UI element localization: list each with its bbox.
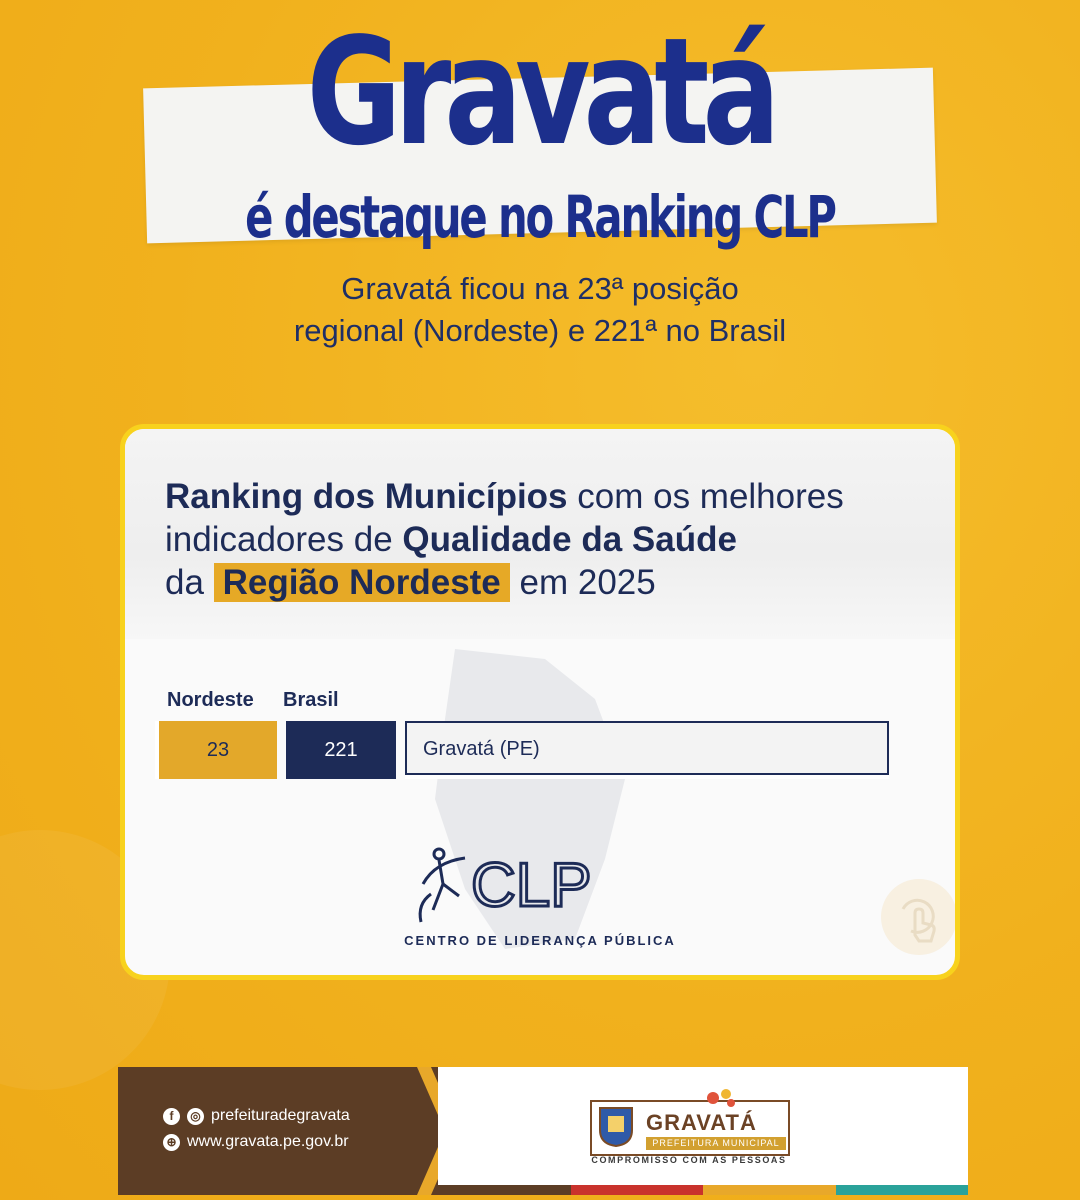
card-title xyxy=(165,475,945,604)
clp-logo xyxy=(415,844,685,924)
social-handle: prefeituradegravata xyxy=(211,1107,350,1124)
title-text-4: em 2025 xyxy=(509,563,656,602)
column-header-brasil: Brasil xyxy=(283,689,339,711)
rank-nordeste-cell: 23 xyxy=(155,721,277,779)
headline-description xyxy=(0,268,1080,352)
brand-tagline: COMPROMISSO COM AS PESSOAS xyxy=(591,1155,787,1165)
city-crest-icon xyxy=(596,1104,636,1148)
stripe-brown xyxy=(438,1185,571,1195)
footer-color-stripes xyxy=(438,1185,968,1195)
municipality-cell-underline xyxy=(405,773,889,779)
rank-brasil-cell: 221 xyxy=(286,721,396,779)
flower-icon xyxy=(704,1086,738,1112)
globe-icon: ⊕ xyxy=(163,1134,180,1151)
instagram-icon: ◎ xyxy=(187,1108,204,1125)
clp-figure-icon xyxy=(420,849,465,922)
clp-logo-text: CLP xyxy=(471,851,592,920)
clp-caption: CENTRO DE LIDERANÇA PÚBLICA xyxy=(404,933,676,948)
headline-subtitle: é destaque no Ranking CLP xyxy=(245,183,835,251)
headline-title: Gravatá xyxy=(306,6,774,178)
column-header-nordeste: Nordeste xyxy=(167,689,254,711)
stripe-red xyxy=(571,1185,704,1195)
website-row[interactable] xyxy=(163,1133,349,1151)
title-bold-2: Qualidade da Saúde xyxy=(402,520,737,559)
stripe-gold xyxy=(703,1185,836,1195)
brand-subtitle: PREFEITURA MUNICIPAL xyxy=(646,1137,786,1150)
title-text-3: da xyxy=(165,563,214,602)
website-url: www.gravata.pe.gov.br xyxy=(187,1133,349,1150)
title-text-1: com os melhores xyxy=(567,477,844,516)
facebook-icon: f xyxy=(163,1108,180,1125)
ranking-card xyxy=(120,424,960,980)
title-highlight: Região Nordeste xyxy=(214,563,510,602)
swipe-hand-icon[interactable] xyxy=(881,879,957,955)
description-line-1: Gravatá ficou na 23ª posição xyxy=(341,271,739,306)
ranking-row xyxy=(155,721,895,781)
title-bold-1: Ranking dos Municípios xyxy=(165,477,568,516)
stripe-teal xyxy=(836,1185,969,1195)
brand-name: GRAVATÁ xyxy=(646,1110,757,1135)
description-line-2: regional (Nordeste) e 221ª no Brasil xyxy=(293,313,787,348)
footer-social-panel xyxy=(118,1067,438,1195)
title-text-2: indicadores de xyxy=(165,520,403,559)
swipe-hand-glyph xyxy=(881,879,957,955)
social-handle-row[interactable] xyxy=(163,1107,350,1125)
municipality-cell: Gravatá (PE) xyxy=(405,721,889,773)
